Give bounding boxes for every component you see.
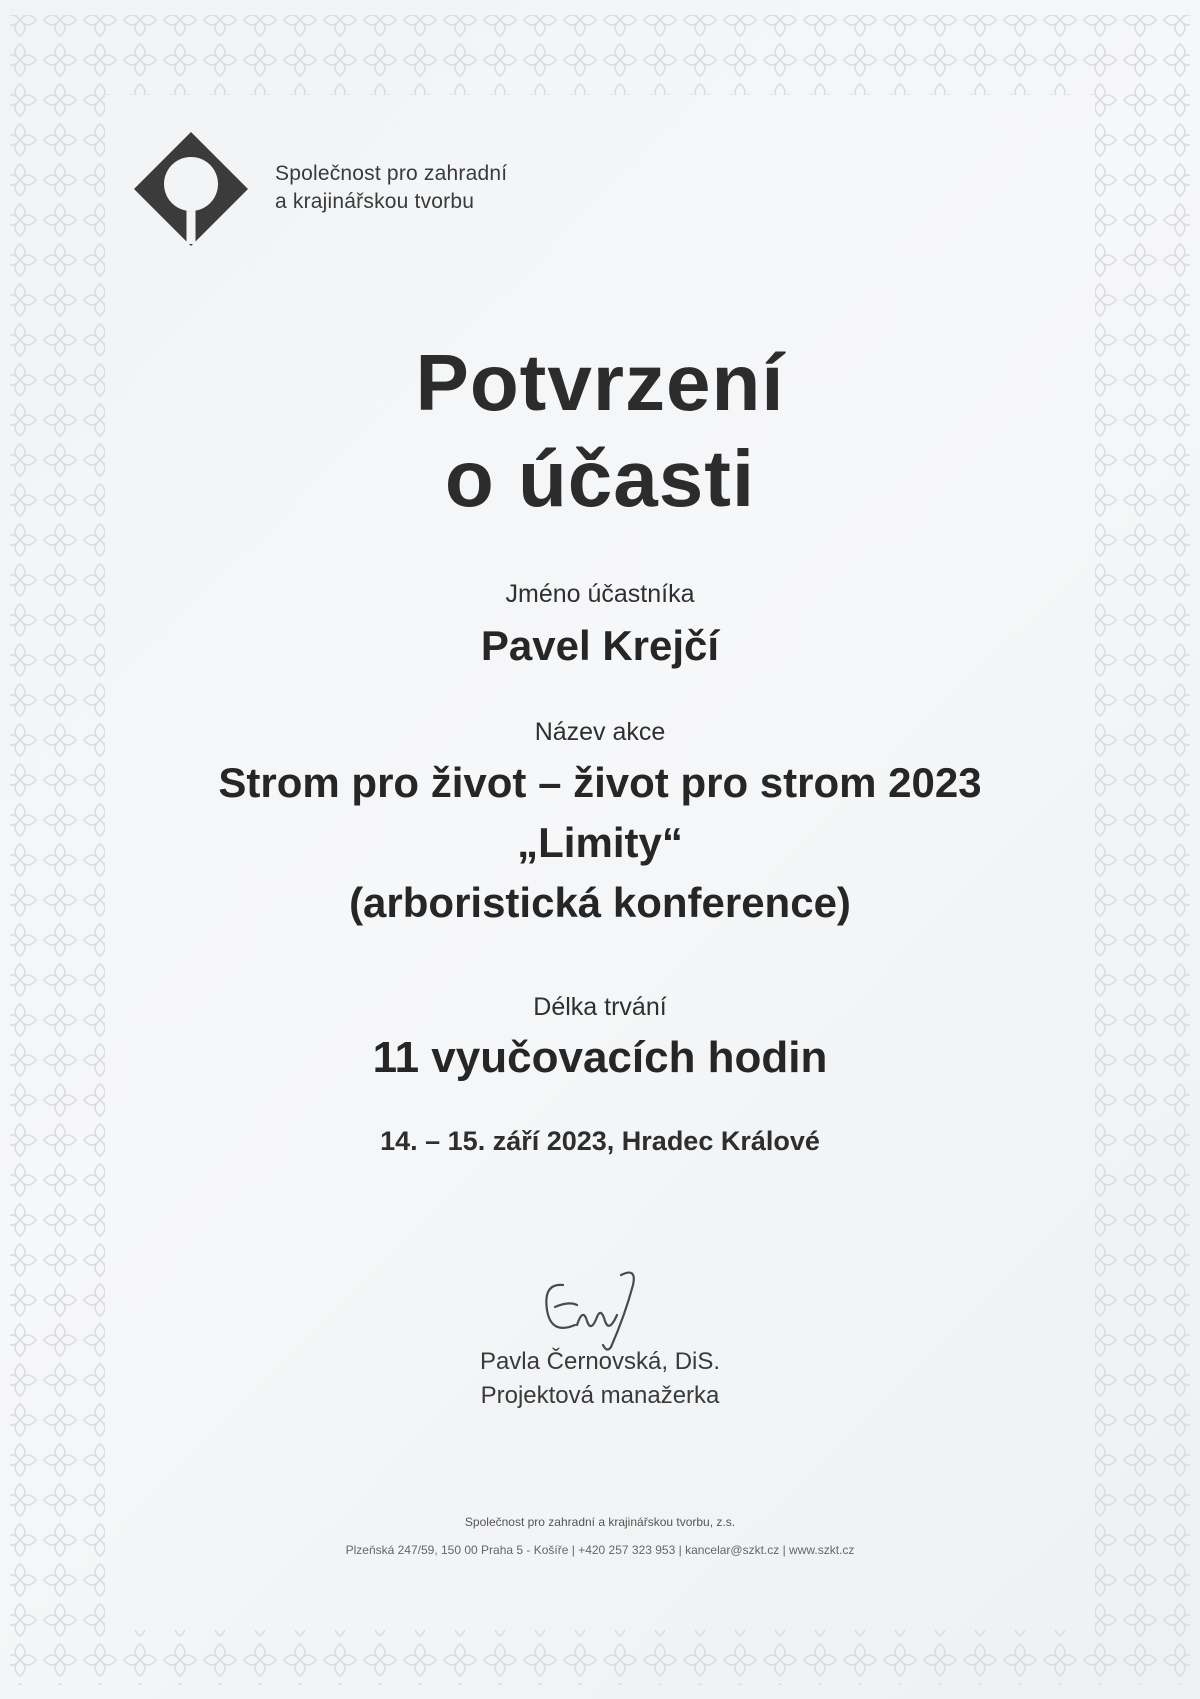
diamond-keyhole-logo-icon [132, 130, 250, 248]
handwritten-signature [525, 1255, 675, 1355]
footer-contact: Plzeňská 247/59, 150 00 Praha 5 - Košíře | +420 257 323 953 | kancelar@szkt.cz | www.szkt.cz [345, 1543, 855, 1557]
event-name [0, 753, 1200, 933]
title-line-2: o účasti [444, 434, 756, 523]
duration-value: 11 vyučovacích hodin [372, 1033, 828, 1082]
participant-label: Jméno účastníka [505, 580, 695, 608]
signatory-block [0, 1345, 1200, 1413]
document-title [0, 335, 1200, 527]
signatory-role: Projektová manažerka [480, 1382, 720, 1409]
organization-name-line-1: Společnost pro zahradní [275, 162, 508, 185]
duration-label: Délka trvání [533, 993, 667, 1021]
title-line-1: Potvrzení [415, 338, 785, 427]
footer-organization: Společnost pro zahradní a krajinářskou tvorbu, z.s. [464, 1515, 736, 1529]
date-and-place: 14. – 15. září 2023, Hradec Králové [380, 1126, 820, 1156]
event-name-line-3: (arboristická konference) [349, 879, 851, 926]
event-name-line-1: Strom pro život – život pro strom 2023 [218, 759, 982, 806]
organization-name [275, 160, 507, 216]
organization-name-line-2: a krajinářskou tvorbu [275, 190, 475, 213]
signatory-name: Pavla Černovská, DiS. [479, 1348, 721, 1375]
participant-name: Pavel Krejčí [480, 622, 720, 669]
event-name-line-2: „Limity“ [517, 819, 683, 866]
event-label: Název akce [534, 718, 666, 746]
